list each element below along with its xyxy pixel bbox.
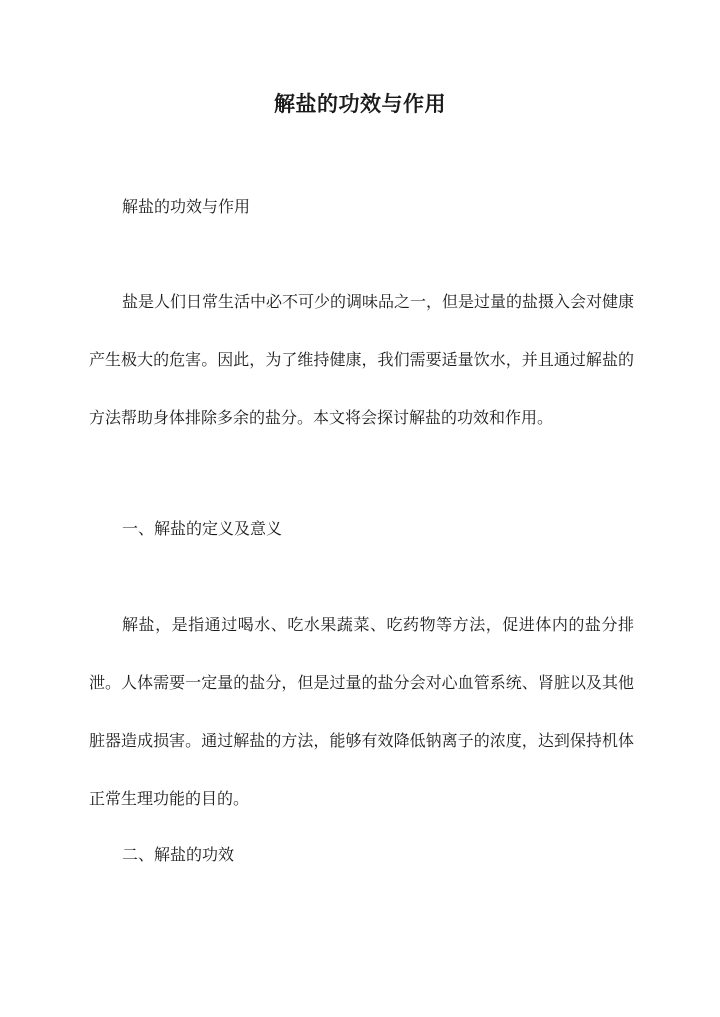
definition-paragraph: 解盐，是指通过喝水、吃水果蔬菜、吃药物等方法，促进体内的盐分排泄。人体需要一定量的盐分，但是过量的盐分会对心血管系统、肾脏以及其他脏器造成损害。通过解盐的方法，能够有效降低钠离子的浓度，达到保持机体正常生理功能的目的。	[89, 615, 634, 808]
section-heading-effects: 二、解盐的功效	[122, 845, 235, 864]
document-title: 解盐的功效与作用	[274, 91, 446, 116]
section-heading-definition: 一、解盐的定义及意义	[122, 519, 283, 538]
document-subtitle: 解盐的功效与作用	[122, 197, 251, 216]
intro-paragraph: 盐是人们日常生活中必不可少的调味品之一，但是过量的盐摄入会对健康产生极大的危害。因此，为了维持健康，我们需要适量饮水，并且通过解盐的方法帮助身体排除多余的盐分。本文将会探讨解盐的功效和作用。	[89, 292, 635, 427]
